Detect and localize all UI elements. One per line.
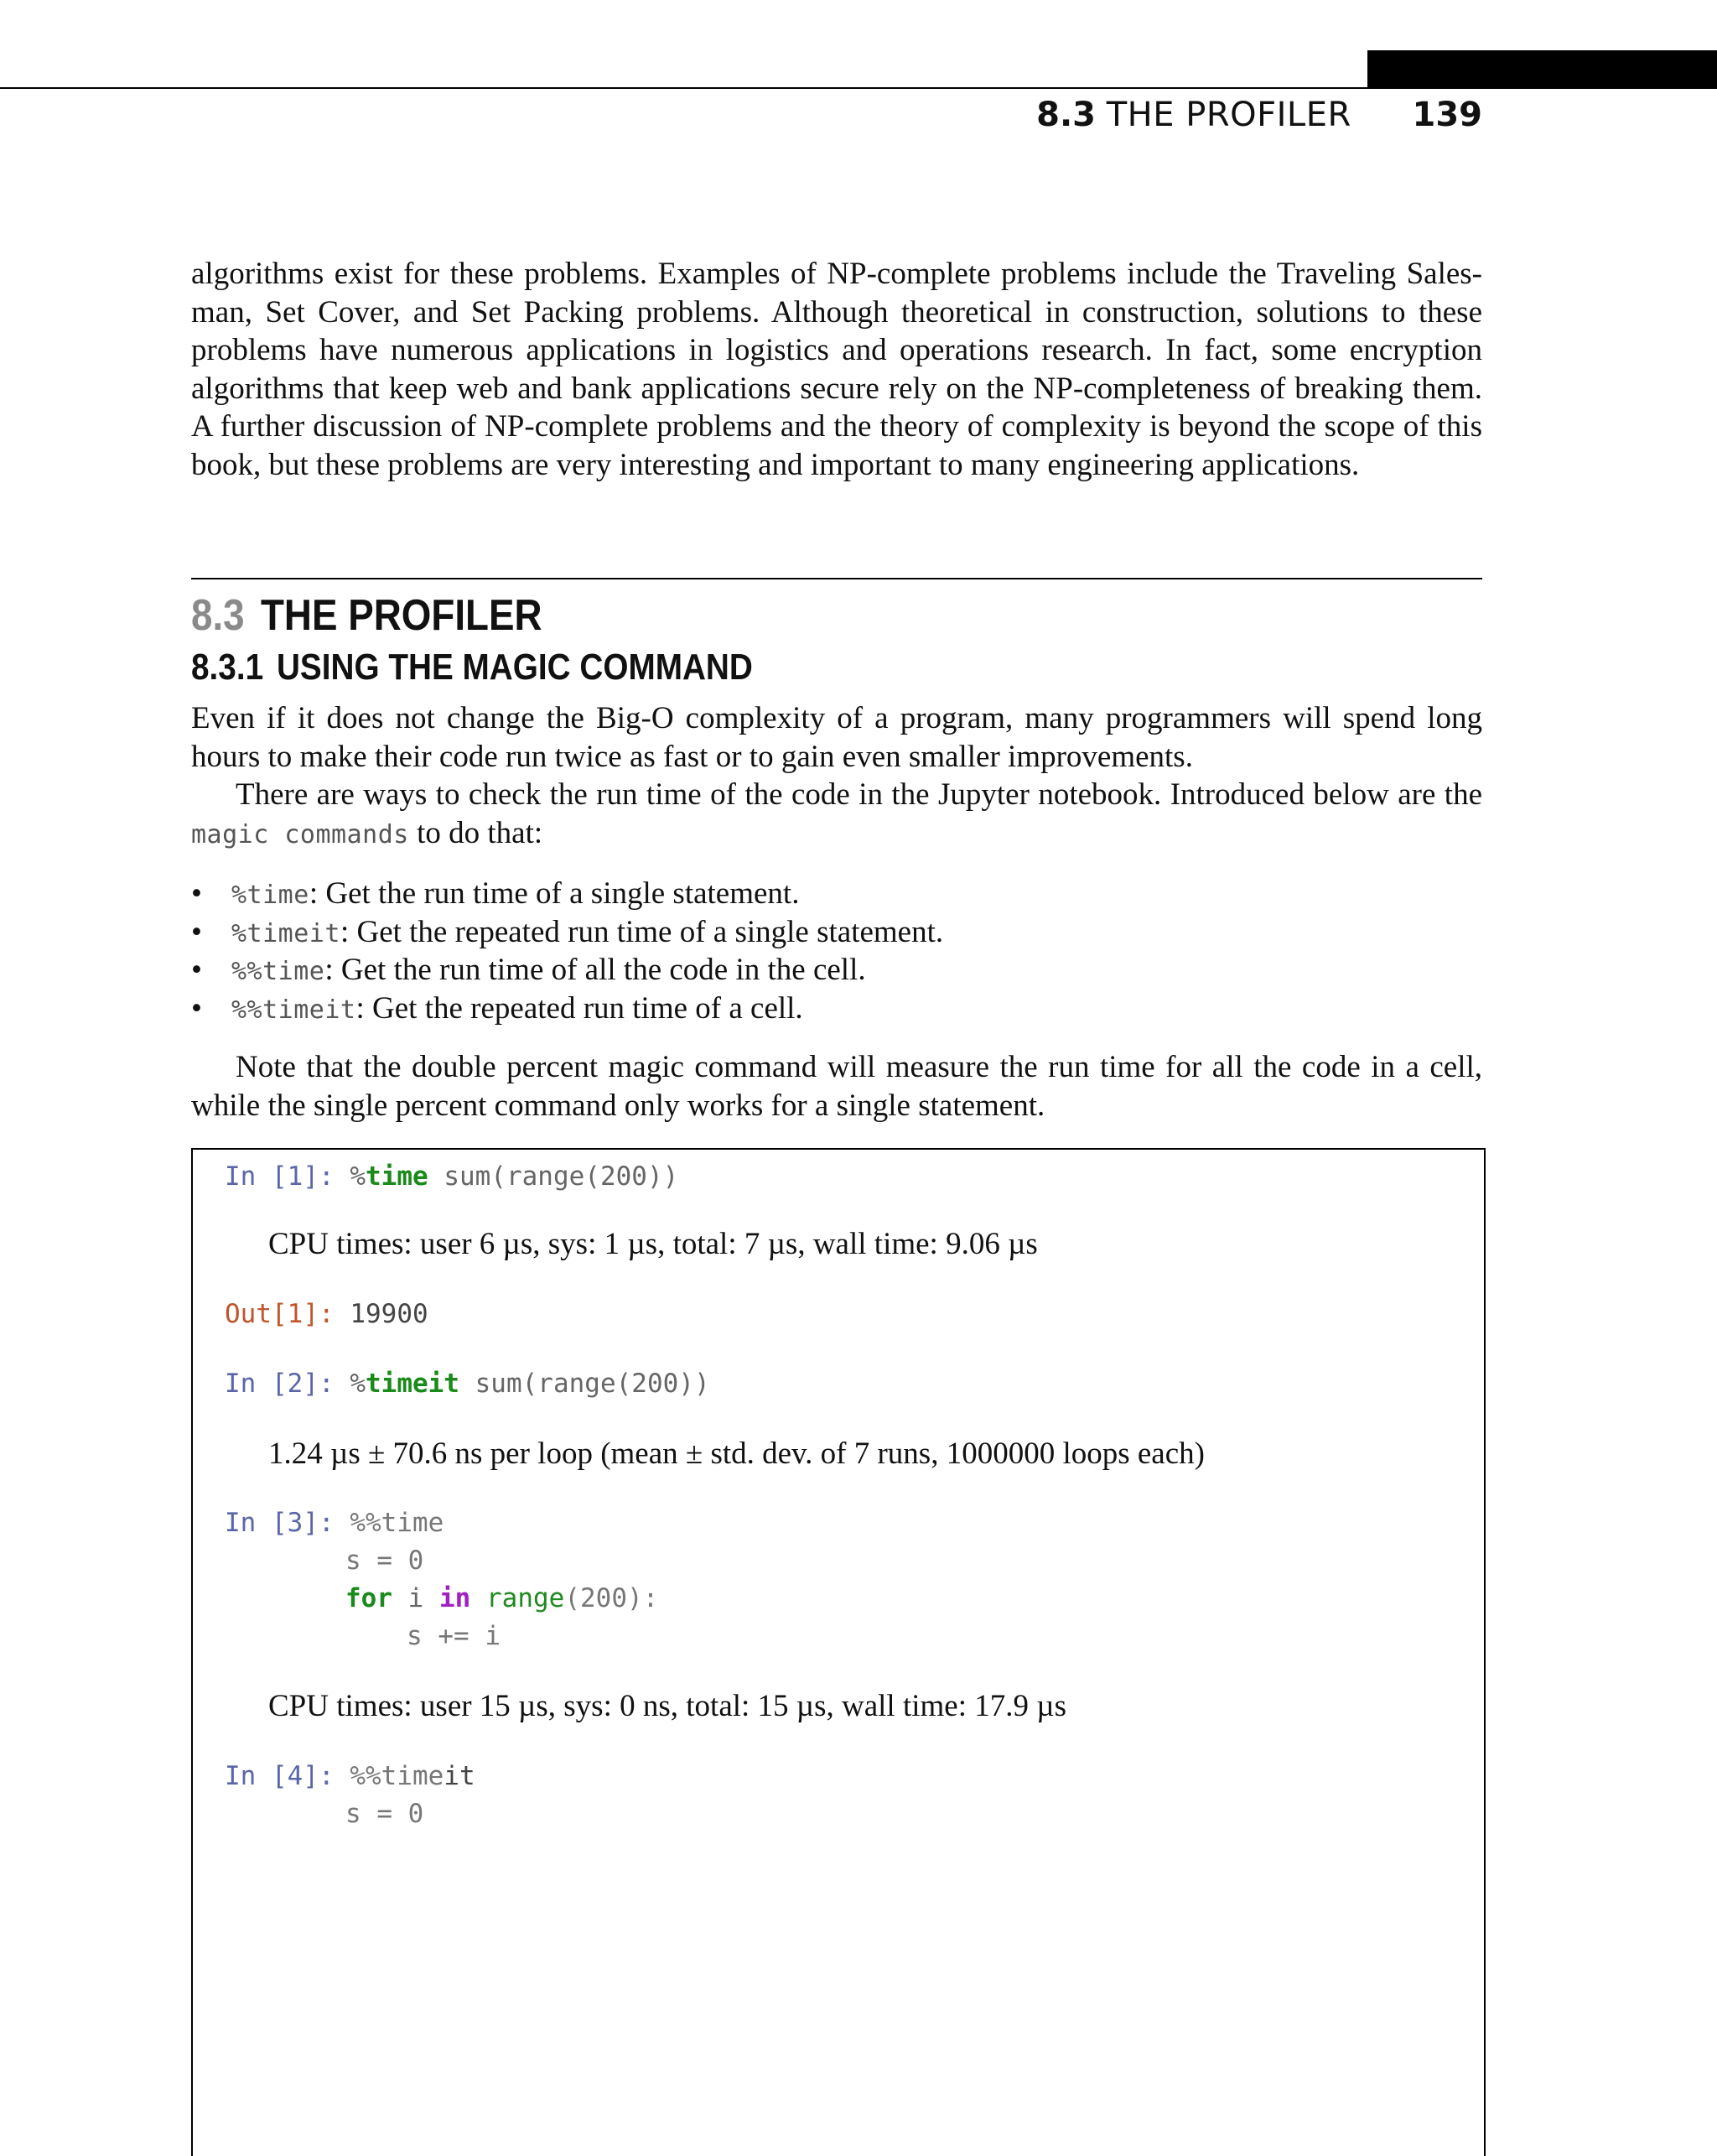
header-bar xyxy=(1367,50,1717,88)
subsection-number: 8.3.1 xyxy=(191,647,264,688)
output-prompt: Out[1]: xyxy=(225,1299,335,1329)
input-prompt: In [4]: xyxy=(225,1761,335,1791)
code-line: s = 0 xyxy=(345,1546,424,1576)
ways-tail: to do that: xyxy=(408,815,543,850)
bullet-text: : Get the repeated run time of a cell. xyxy=(355,990,803,1026)
list-item xyxy=(191,990,1482,1028)
input-prompt: In [3]: xyxy=(225,1508,335,1538)
ways-text: There are ways to check the run time of the code in the Jupyter notebook. Introduced below are the xyxy=(236,777,1482,812)
magic-command-list xyxy=(191,875,1482,1027)
section-number: 8.3 xyxy=(191,591,245,640)
bullet-code: %time xyxy=(231,881,309,910)
bullet-text: : Get the repeated run time of a single statement. xyxy=(340,914,944,949)
code-line: s += i xyxy=(407,1621,501,1651)
running-head xyxy=(1036,94,1482,136)
bullet-text: : Get the run time of a single statement. xyxy=(309,876,800,911)
code-line-in1: In [1]: %time sum(range(200)) xyxy=(225,1161,679,1192)
code-line-out1: Out[1]: 19900 xyxy=(225,1299,428,1329)
code-line: s = 0 xyxy=(345,1799,424,1829)
header-rule xyxy=(0,87,1717,89)
code-line-in4: In [4]: %%timeit xyxy=(225,1761,475,1791)
running-head-section-number: 8.3 xyxy=(1036,96,1096,134)
magic-commands-code: magic commands xyxy=(191,819,409,849)
input-prompt: In [1]: xyxy=(225,1161,335,1192)
section-title: THE PROFILER xyxy=(260,591,542,640)
page-number: 139 xyxy=(1412,96,1482,134)
output-text: CPU times: user 15 µs, sys: 0 ns, total: 15 µs, wall time: 17.9 µs xyxy=(268,1689,1066,1723)
code-line-in2: In [2]: %timeit sum(range(200)) xyxy=(225,1369,710,1399)
list-item xyxy=(191,875,1482,913)
section-divider xyxy=(191,578,1482,579)
code-line-in3: In [3]: %%time xyxy=(225,1508,444,1538)
bullet-code: %timeit xyxy=(231,918,340,948)
section-heading xyxy=(191,589,542,642)
code-line: for i in range(200): xyxy=(345,1583,659,1613)
list-item xyxy=(191,951,1482,990)
running-head-section-title: THE PROFILER xyxy=(1106,96,1351,134)
output-text: 1.24 µs ± 70.6 ns per loop (mean ± std. dev. of 7 runs, 1000000 loops each) xyxy=(268,1436,1205,1471)
input-prompt: In [2]: xyxy=(225,1369,335,1399)
bullet-text: : Get the run time of all the code in the cell. xyxy=(324,953,866,987)
output-text: CPU times: user 6 µs, sys: 1 µs, total: 7 µs, wall time: 9.06 µs xyxy=(268,1227,1038,1261)
bullet-code: %%time xyxy=(231,957,325,986)
list-item xyxy=(191,913,1482,952)
note-paragraph: Note that the double percent magic command will measure the run time for all the code in a cell, while the single percent command only works for a single statement. xyxy=(191,1050,1482,1123)
ways-paragraph xyxy=(191,776,1482,854)
subsection-heading xyxy=(191,642,753,693)
subsection-title: USING THE MAGIC COMMAND xyxy=(276,647,753,688)
code-listing xyxy=(191,1148,1482,1855)
bigo-paragraph: Even if it does not change the Big-O complexity of a program, many programmers will spend long hours to make their code run twice as fast or to gain even smaller improvements. xyxy=(191,701,1482,774)
bullet-code: %%timeit xyxy=(231,995,356,1025)
intro-paragraph: algorithms exist for these problems. Examples of NP-complete problems include the Traveling Sales- man, Set Cover, and Set Packing problems. Although theoretical in construction, solutions to these problems have numerous applications in logistics and operations research. In fact, some encryption algorithms that keep web and bank applications secure rely on the NP-completeness of breaking them. A further discussion of NP-complete problems and the theory of complexity is beyond the scope of this book, but these problems are very interesting and important to many engineering applications. xyxy=(191,257,1482,482)
